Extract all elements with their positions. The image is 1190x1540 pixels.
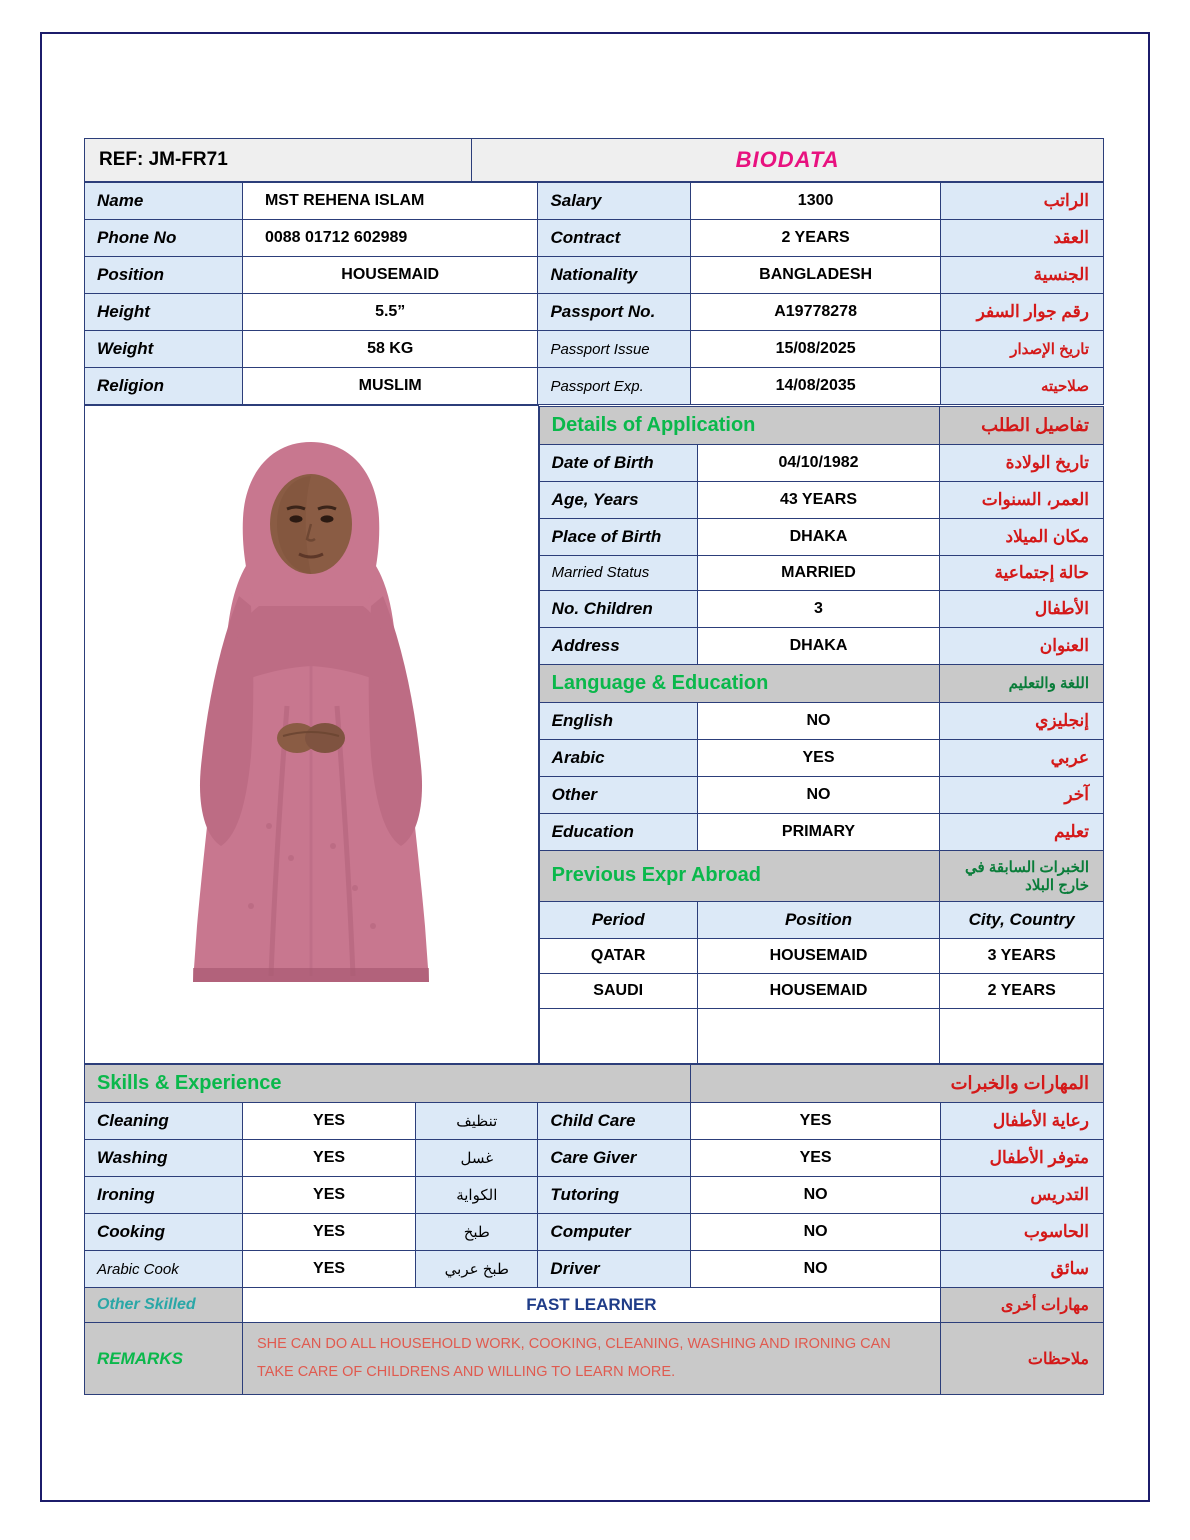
field-value-dob: 04/10/1982: [697, 444, 940, 481]
skill-value-child-care: YES: [691, 1103, 941, 1140]
field-value-passport-issue: 15/08/2025: [691, 331, 941, 368]
details-column: [538, 406, 1104, 1064]
section-title-en: Details of Application: [539, 406, 940, 444]
field-arabic-contract: العقد: [940, 220, 1103, 257]
skill-arabic-driver: سائق: [940, 1251, 1103, 1288]
skill-value-driver: NO: [691, 1251, 941, 1288]
field-value-children: 3: [697, 590, 940, 627]
remarks-arabic: ملاحظات: [940, 1323, 1103, 1395]
other-skilled-arabic: مهارات أخرى: [940, 1288, 1103, 1323]
skill-value-care-giver: YES: [691, 1140, 941, 1177]
section-title-ar: تفاصيل الطلب: [940, 406, 1104, 444]
remarks-label: REMARKS: [85, 1323, 243, 1395]
table-row: [539, 627, 1103, 664]
table-row: [539, 813, 1103, 850]
table-row: [85, 406, 1105, 1064]
remarks-value: SHE CAN DO ALL HOUSEHOLD WORK, COOKING, CLEANING, WASHING AND IRONING CAN TAKE CARE OF CHILDRENS AND WILLING TO LEARN MORE.: [242, 1323, 940, 1395]
table-row: [539, 590, 1103, 627]
field-label-contract: Contract: [538, 220, 691, 257]
col-header-position: Position: [697, 901, 940, 938]
field-value-arabic: YES: [697, 739, 940, 776]
table-row: [539, 555, 1103, 590]
skill-value-tutoring: NO: [691, 1177, 941, 1214]
header-row: [85, 139, 1104, 182]
skill-arabic-tutoring: التدريس: [940, 1177, 1103, 1214]
skill-value-computer: NO: [691, 1214, 941, 1251]
field-label-nationality: Nationality: [538, 257, 691, 294]
field-label-passport-exp: Passport Exp.: [538, 368, 691, 405]
applicant-figure-illustration: [101, 406, 521, 1026]
field-label-position: Position: [85, 257, 243, 294]
field-arabic-education: تعليم: [940, 813, 1104, 850]
field-arabic-arabic: عربي: [940, 739, 1104, 776]
skill-value-washing: YES: [242, 1140, 415, 1177]
field-label-height: Height: [85, 294, 243, 331]
field-label-religion: Religion: [85, 368, 243, 405]
field-arabic-dob: تاريخ الولادة: [940, 444, 1104, 481]
field-label-arabic: Arabic: [539, 739, 697, 776]
remarks-row: [85, 1323, 1104, 1395]
section-title-ar: اللغة والتعليم: [940, 664, 1104, 702]
section-language-education: [539, 664, 1103, 702]
field-value-married-status: MARRIED: [697, 555, 940, 590]
table-row: [85, 294, 1104, 331]
table-row: [85, 1251, 1104, 1288]
field-label-weight: Weight: [85, 331, 243, 368]
details-table: [539, 406, 1104, 1064]
skill-arabic-arabic-cook: طبخ عربي: [416, 1251, 538, 1288]
skill-label-driver: Driver: [538, 1251, 691, 1288]
field-value-nationality: BANGLADESH: [691, 257, 941, 294]
field-value-religion: MUSLIM: [242, 368, 538, 405]
exp-duration: 3 YEARS: [940, 938, 1104, 973]
skill-label-cooking: Cooking: [85, 1214, 243, 1251]
field-value-age: 43 YEARS: [697, 481, 940, 518]
exp-period: [539, 1008, 697, 1063]
middle-block-table: [84, 405, 1104, 1064]
table-row: [85, 1103, 1104, 1140]
field-value-phone: 0088 01712 602989: [242, 220, 538, 257]
skill-value-ironing: YES: [242, 1177, 415, 1214]
field-label-children: No. Children: [539, 590, 697, 627]
exp-duration: [940, 1008, 1104, 1063]
table-row: [85, 220, 1104, 257]
ref-label: REF: JM-FR71: [85, 139, 472, 182]
field-value-name: MST REHENA ISLAM: [242, 183, 538, 220]
section-title-ar: الخبرات السابقة في خارج البلاد: [940, 850, 1104, 901]
field-value-weight: 58 KG: [242, 331, 538, 368]
table-row: [539, 776, 1103, 813]
field-value-education: PRIMARY: [697, 813, 940, 850]
field-arabic-passport-no: رقم جوار السفر: [940, 294, 1103, 331]
col-header-period: Period: [539, 901, 697, 938]
field-label-place-of-birth: Place of Birth: [539, 518, 697, 555]
table-row: [539, 739, 1103, 776]
field-value-position: HOUSEMAID: [242, 257, 538, 294]
field-label-name: Name: [85, 183, 243, 220]
field-arabic-passport-issue: تاريخ الإصدار: [940, 331, 1103, 368]
table-row: [539, 481, 1103, 518]
skill-label-ironing: Ironing: [85, 1177, 243, 1214]
other-skilled-row: [85, 1288, 1104, 1323]
field-value-passport-exp: 14/08/2035: [691, 368, 941, 405]
field-label-education: Education: [539, 813, 697, 850]
field-value-english: NO: [697, 702, 940, 739]
field-arabic-english: إنجليزي: [940, 702, 1104, 739]
field-label-passport-issue: Passport Issue: [538, 331, 691, 368]
skill-arabic-ironing: الكواية: [416, 1177, 538, 1214]
skill-label-tutoring: Tutoring: [538, 1177, 691, 1214]
field-value-height: 5.5”: [242, 294, 538, 331]
exp-position: HOUSEMAID: [697, 938, 940, 973]
field-arabic-place-of-birth: مكان الميلاد: [940, 518, 1104, 555]
field-value-other-language: NO: [697, 776, 940, 813]
header-table: [84, 138, 1104, 182]
field-label-dob: Date of Birth: [539, 444, 697, 481]
table-row: [539, 938, 1103, 973]
field-value-salary: 1300: [691, 183, 941, 220]
skill-label-cleaning: Cleaning: [85, 1103, 243, 1140]
table-row: [85, 1140, 1104, 1177]
table-header-row: [539, 901, 1103, 938]
other-skilled-label: Other Skilled: [85, 1288, 243, 1323]
skill-arabic-care-giver: متوفر الأطفال: [940, 1140, 1103, 1177]
skill-label-washing: Washing: [85, 1140, 243, 1177]
table-row: [539, 702, 1103, 739]
field-value-contract: 2 YEARS: [691, 220, 941, 257]
col-header-city-country: City, Country: [940, 901, 1104, 938]
field-arabic-age: العمر، السنوات: [940, 481, 1104, 518]
skill-value-cooking: YES: [242, 1214, 415, 1251]
skill-label-care-giver: Care Giver: [538, 1140, 691, 1177]
skill-arabic-computer: الحاسوب: [940, 1214, 1103, 1251]
applicant-photo: [85, 406, 539, 1064]
field-value-passport-no: A19778278: [691, 294, 941, 331]
skill-arabic-washing: غسل: [416, 1140, 538, 1177]
table-row: [85, 257, 1104, 294]
field-label-married-status: Married Status: [539, 555, 697, 590]
field-arabic-address: العنوان: [940, 627, 1104, 664]
table-row: [539, 518, 1103, 555]
field-arabic-other-language: آخر: [940, 776, 1104, 813]
skill-label-arabic-cook: Arabic Cook: [85, 1251, 243, 1288]
table-row: [85, 183, 1104, 220]
top-info-table: [84, 182, 1104, 405]
field-label-age: Age, Years: [539, 481, 697, 518]
field-label-phone: Phone No: [85, 220, 243, 257]
exp-position: HOUSEMAID: [697, 973, 940, 1008]
table-row: [539, 444, 1103, 481]
section-details-of-application: [539, 406, 1103, 444]
table-row: [85, 1177, 1104, 1214]
field-arabic-nationality: الجنسية: [940, 257, 1103, 294]
field-label-english: English: [539, 702, 697, 739]
table-row: [539, 1008, 1103, 1063]
section-title-en: Language & Education: [539, 664, 940, 702]
field-label-other-language: Other: [539, 776, 697, 813]
photo-frame: [85, 406, 538, 1026]
biodata-sheet: [84, 138, 1104, 1395]
section-title-en: Skills & Experience: [85, 1065, 691, 1103]
field-arabic-passport-exp: صلاحيته: [940, 368, 1103, 405]
section-title-ar: المهارات والخبرات: [691, 1065, 1104, 1103]
other-skilled-value: FAST LEARNER: [242, 1288, 940, 1323]
skill-value-arabic-cook: YES: [242, 1251, 415, 1288]
page-title: BIODATA: [472, 139, 1104, 182]
section-skills-experience: [85, 1065, 1104, 1103]
field-value-place-of-birth: DHAKA: [697, 518, 940, 555]
table-row: [85, 1214, 1104, 1251]
field-label-address: Address: [539, 627, 697, 664]
field-arabic-salary: الراتب: [940, 183, 1103, 220]
exp-period: SAUDI: [539, 973, 697, 1008]
field-label-passport-no: Passport No.: [538, 294, 691, 331]
table-row: [85, 331, 1104, 368]
skills-table: [84, 1064, 1104, 1395]
exp-duration: 2 YEARS: [940, 973, 1104, 1008]
skill-arabic-cooking: طبخ: [416, 1214, 538, 1251]
skill-label-child-care: Child Care: [538, 1103, 691, 1140]
field-arabic-married-status: حالة إجتماعية: [940, 555, 1104, 590]
skill-value-cleaning: YES: [242, 1103, 415, 1140]
section-title-en: Previous Expr Abroad: [539, 850, 940, 901]
table-row: [85, 368, 1104, 405]
exp-period: QATAR: [539, 938, 697, 973]
field-value-address: DHAKA: [697, 627, 940, 664]
exp-position: [697, 1008, 940, 1063]
section-previous-experience: [539, 850, 1103, 901]
skill-arabic-cleaning: تنظيف: [416, 1103, 538, 1140]
skill-label-computer: Computer: [538, 1214, 691, 1251]
skill-arabic-child-care: رعاية الأطفال: [940, 1103, 1103, 1140]
table-row: [539, 973, 1103, 1008]
field-label-salary: Salary: [538, 183, 691, 220]
field-arabic-children: الأطفال: [940, 590, 1104, 627]
